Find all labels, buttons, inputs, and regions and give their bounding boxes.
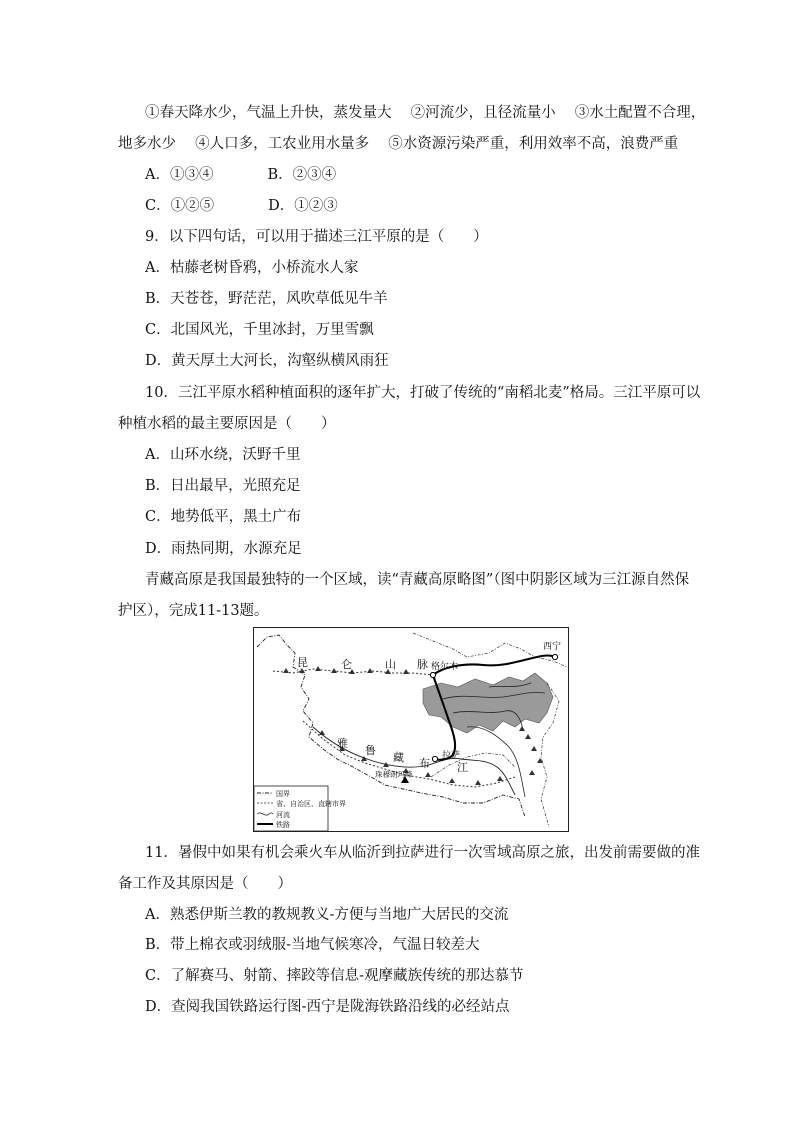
map-label-kun: 昆 (297, 656, 308, 669)
q11-option-c: C．了解赛马、射箭、摔跤等信息-观摩藏族传统的那达慕节 (145, 968, 524, 984)
map-label-mai: 脉 (417, 658, 428, 671)
q8-options-line2: 地多水少 ④人口多，工农业用水量多 ⑤水资源污染严重，利用效率不高，浪费严重 (118, 136, 679, 152)
legend-provincial-border: 省、自治区、直辖市界 (276, 800, 346, 808)
q10-option-c: C．地势低平，黑土广布 (145, 509, 302, 525)
q8-choice-a: A．①③④ (145, 167, 214, 183)
q11-option-a: A．熟悉伊斯兰教的教规教义-方便与当地广大居民的交流 (145, 907, 509, 923)
map-label-lhasa: 拉萨 (442, 751, 461, 761)
map-label-everest: 珠穆朗玛峰 (375, 770, 413, 779)
legend-railway: 铁路 (276, 821, 290, 829)
q11-stem-line1: 11．暑假中如果有机会乘火车从临沂到拉萨进行一次雪域高原之旅，出发前需要做的准 (145, 845, 700, 861)
q9-option-b: B．天苍苍，野茫茫，风吹草低见牛羊 (145, 291, 388, 307)
map-label-bu: 布 (419, 757, 430, 770)
q9-option-d: D．黄天厚土大河长，沟壑纵横风雨狂 (145, 353, 389, 369)
map-label-lu: 鲁 (365, 744, 376, 757)
q10-option-a: A．山环水绕，沃野千里 (145, 447, 301, 463)
map-label-xining: 西宁 (543, 642, 562, 652)
q10-option-b: B．日出最早，光照充足 (145, 478, 301, 494)
q8-choice-b: B．②③④ (267, 167, 337, 183)
q10-stem-line2: 种植水稻的最主要原因是（ ） (118, 416, 336, 432)
qinghai-tibet-plateau-map (253, 627, 569, 832)
map-label-shan: 山 (385, 658, 396, 671)
map-label-golmud: 格尔木 (431, 662, 459, 672)
q8-choice-d: D．①②③ (268, 198, 338, 214)
q9-option-a: A．枯藤老树昏鸦，小桥流水人家 (145, 260, 359, 276)
q11-stem-line2: 备工作及其原因是（ ） (118, 876, 292, 892)
q8-choices-cd (145, 196, 338, 216)
lhasa-marker (432, 756, 437, 761)
map-label-lun: 仑 (341, 658, 352, 671)
golmud-marker (430, 672, 435, 677)
legend-river: 河流 (276, 811, 290, 819)
intro-line1: 青藏高原是我国最独特的一个区域，读“青藏高原略图”（图中阴影区域为三江源自然保 (145, 572, 690, 588)
map-label-jiang: 江 (457, 761, 468, 774)
legend-national-border: 国界 (276, 790, 290, 798)
xining-marker (552, 654, 557, 659)
intro-line2: 护区），完成11-13题。 (118, 603, 269, 619)
q11-option-b: B．带上棉衣或羽绒服-当地气候寒冷，气温日较差大 (145, 937, 480, 953)
q10-stem-line1: 10．三江平原水稻种植面积的逐年扩大，打破了传统的“南稻北麦”格局。三江平原可以 (145, 385, 701, 401)
map-label-zang: 藏 (393, 751, 404, 764)
q8-options-line1: ①春天降水少，气温上升快，蒸发量大 ②河流少，且径流量小 ③水土配置不合理， (145, 105, 706, 121)
q9-stem: 9．以下四句话，可以用于描述三江平原的是（ ） (145, 229, 488, 245)
map-label-ya: 雅 (337, 737, 348, 750)
q10-option-d: D．雨热同期，水源充足 (145, 541, 302, 557)
q9-option-c: C．北国风光，千里冰封，万里雪飘 (145, 322, 374, 338)
q8-choice-c: C．①②⑤ (145, 198, 215, 214)
q8-choices-ab (145, 165, 336, 185)
q11-option-d: D．查阅我国铁路运行图-西宁是陇海铁路沿线的必经站点 (145, 999, 510, 1015)
